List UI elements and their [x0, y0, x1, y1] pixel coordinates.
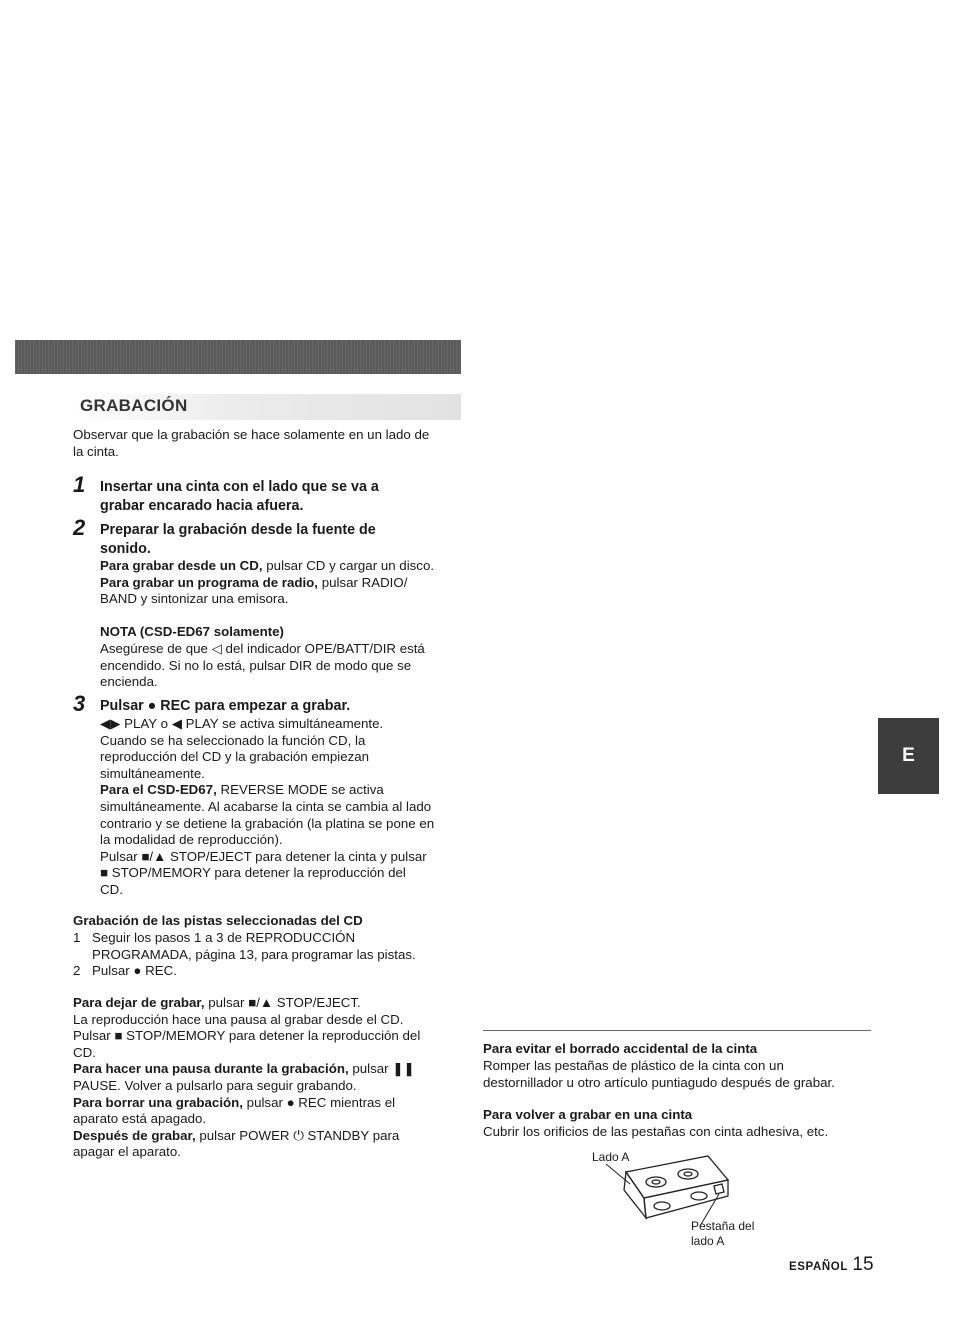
section-header-band [15, 340, 461, 374]
step-3-details: ◀▶ PLAY o ◀ PLAY se activa simultáneamente. Cuando se ha seleccionado la función CD, la reproducción del CD y la grabación empiezan simultáneamente. Para el CSD-ED67, REVERSE MODE se activa simultáneamente. Al acabarse la cinta se cambia al lado contrario y se detiene la grabación (la platina se pone en la modalidad de reproducción). Pulsar ■/▲ STOP/EJECT para detener la cinta y pulsar ■ STOP/MEMORY para detener la reproducción del CD. [100, 716, 435, 897]
list-item: 1 Seguir los pasos 1 a 3 de REPRODUCCIÓN PROGRAMADA, página 13, para programar las pistas. [73, 930, 416, 962]
selected-tracks-list [73, 930, 416, 980]
divider [483, 1030, 871, 1031]
language-tab: E [878, 718, 939, 794]
footer-language: ESPAÑOL [789, 1261, 848, 1273]
step-2-text: Preparar la grabación desde la fuente de sonido. [100, 522, 376, 557]
recording-tips: Para dejar de grabar, pulsar ■/▲ STOP/EJECT. La reproducción hace una pausa al grabar desde el CD. Pulsar ■ STOP/MEMORY para detener la reproducción del CD. Para hacer una pausa durante la grabación, pulsar ❚❚ PAUSE. Volver a pulsarlo para seguir grabando. Para borrar una grabación, pulsar ● REC mientras el aparato está apagado. Después de grabar, pulsar POWER ⏻ STANDBY para apagar el aparato. [73, 995, 421, 1160]
cassette-icon [606, 1156, 728, 1226]
section-title: GRABACIÓN [80, 396, 188, 415]
step-3-text: Pulsar ● REC para empezar a grabar. [100, 698, 351, 714]
label-tab-side-a: Pestaña del lado A [691, 1219, 755, 1248]
rerecord-title: Para volver a grabar en una cinta [483, 1107, 693, 1122]
page-number: 15 [852, 1254, 874, 1275]
rerecord-text: Cubrir los orificios de las pestañas con cinta adhesiva, etc. [483, 1124, 829, 1139]
step-2-number: 2 [73, 515, 86, 540]
nota-title: NOTA (CSD-ED67 solamente) [100, 624, 284, 639]
step-1-text: Insertar una cinta con el lado que se va a grabar encarado hacia afuera. [100, 479, 379, 514]
step-3-number: 3 [73, 691, 86, 716]
selected-tracks-title: Grabación de las pistas seleccionadas del CD [73, 913, 363, 928]
intro-text: Observar que la grabación se hace solamente en un lado de la cinta. [73, 427, 430, 459]
step-2-details: Para grabar desde un CD, pulsar CD y cargar un disco. Para grabar un programa de radio, pulsar RADIO/ BAND y sintonizar una emisora. [100, 558, 435, 607]
page-footer [789, 1254, 874, 1276]
protect-title: Para evitar el borrado accidental de la cinta [483, 1041, 758, 1056]
protect-text: Romper las pestañas de plástico de la cinta con un destornillador u otro artículo puntiagudo después de grabar. [483, 1058, 835, 1090]
nota-text: Asegúrese de que ◁ del indicador OPE/BATT/DIR está encendido. Si no lo está, pulsar DIR de modo que se encienda. [100, 641, 425, 690]
step-1-number: 1 [73, 472, 86, 497]
list-item: 2 Pulsar ● REC. [73, 963, 177, 979]
label-side-a: Lado A [592, 1150, 630, 1164]
